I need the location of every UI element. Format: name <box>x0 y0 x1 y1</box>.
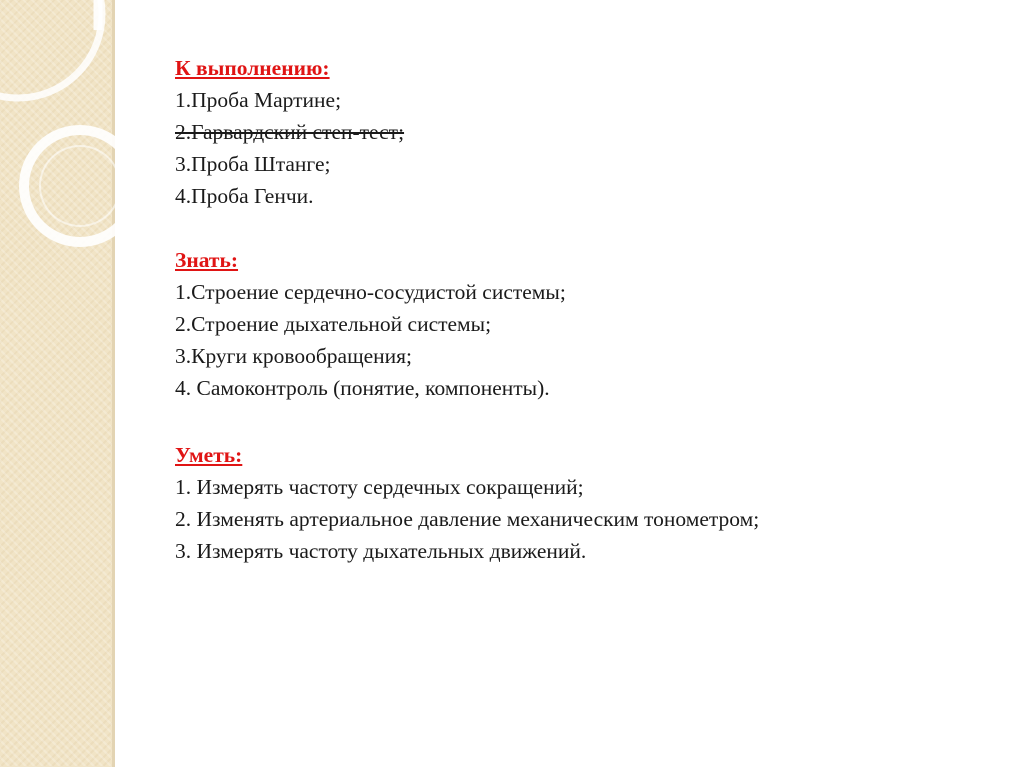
list-item: 3. Измерять частоту дыхательных движений. <box>175 539 587 563</box>
section-heading: Уметь: <box>175 443 243 467</box>
section-perform <box>175 52 995 212</box>
list-item: 4. Самоконтроль (понятие, компоненты). <box>175 376 550 400</box>
list-item: 1.Строение сердечно-сосудистой системы; <box>175 280 566 304</box>
section-heading: Знать: <box>175 248 239 272</box>
section-can <box>175 439 995 567</box>
decorative-rings <box>0 0 160 320</box>
slide-content <box>175 52 995 567</box>
section-know <box>175 244 995 404</box>
list-item: 3.Проба Штанге; <box>175 152 331 176</box>
spacer <box>175 404 995 439</box>
spacer <box>175 212 995 244</box>
list-item-struck: 2.Гарвардский степ-тест; <box>175 120 405 144</box>
list-item: 2. Изменять артериальное давление механическим тонометром; <box>175 507 760 531</box>
list-item: 1.Проба Мартине; <box>175 88 342 112</box>
list-item: 4.Проба Генчи. <box>175 184 314 208</box>
list-item: 1. Измерять частоту сердечных сокращений; <box>175 475 584 499</box>
list-item: 2.Строение дыхательной системы; <box>175 312 492 336</box>
list-item: 3.Круги кровообращения; <box>175 344 413 368</box>
section-heading: К выполнению: <box>175 56 330 80</box>
